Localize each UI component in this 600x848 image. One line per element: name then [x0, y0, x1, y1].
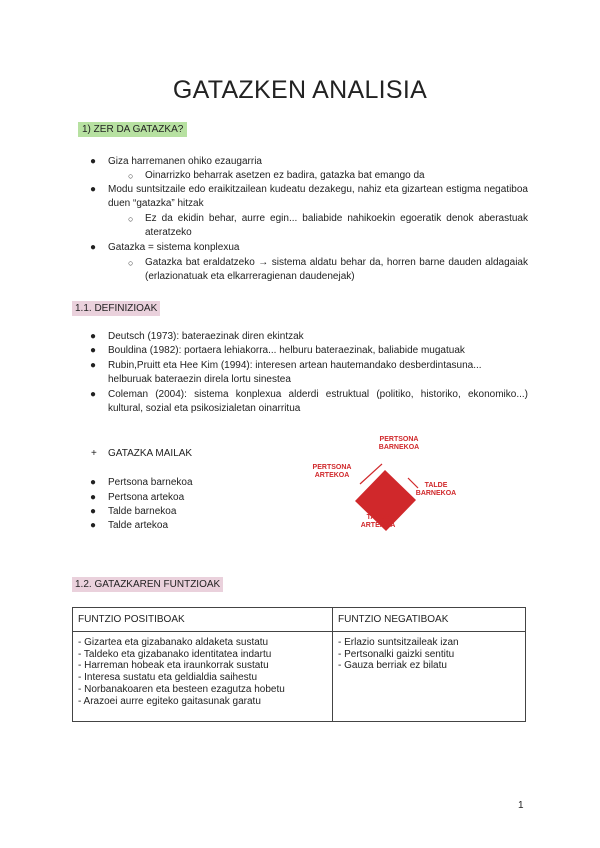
diagram-label-top: PERTSONA BARNEKOA — [378, 436, 420, 451]
sub-list-item — [128, 169, 528, 183]
bullet-icon: ● — [90, 345, 97, 356]
list-item-text: Modu suntsitzaile edo eraikitzailean kudeatu dezakegu, nahiz eta gizartean estigma negatiboa duen “gatazka” hitzak — [108, 184, 528, 209]
bullet-icon: ● — [90, 331, 97, 342]
bullet-icon: ● — [90, 156, 97, 167]
list-item-text: Deutsch (1973): bateraezinak diren ekintzak — [108, 331, 304, 342]
sub-list-item-text: Ez da ekidin behar, aurre egin... baliabide nahikoekin egoeratik denok aberastuak ateratzeko — [145, 213, 528, 238]
positive-functions-cell — [73, 632, 333, 722]
table-line: - Gizartea eta gizabanako aldaketa sustatu — [78, 637, 269, 648]
sub-list-item-text: Gatazka bat eraldatzeko → sistema aldatu behar da, horren barne dauden aldagaiak (erlazionatuak eta elkarreragienan daudenejak) — [145, 257, 528, 282]
list-item — [90, 330, 528, 344]
functions-table — [72, 607, 526, 722]
list-item — [90, 388, 528, 416]
table-header-row — [73, 608, 526, 632]
negative-functions-cell — [333, 632, 526, 722]
bullet-icon: ● — [90, 184, 97, 195]
list-item — [90, 344, 528, 358]
bullet-icon: ● — [90, 360, 97, 371]
list-item — [90, 183, 528, 211]
table-line: - Interesa sustatu eta geldialdia saihestu — [78, 672, 257, 684]
diagram-label-bottom: TALDE ARTEKOA — [360, 514, 396, 529]
document-title: GATAZKEN ANALISIA — [172, 76, 428, 104]
table-header-cell: FUNTZIO POSITIBOAK — [73, 608, 333, 632]
table-line: - Erlazio suntsitzaileak izan — [338, 637, 459, 648]
list-item-text: Talde barnekoa — [108, 506, 177, 517]
sub-list-item — [128, 256, 528, 284]
page-number: 1 — [518, 800, 524, 811]
table-line: - Taldeko eta gizabanako identitatea indartu — [78, 648, 272, 660]
diagram-label-right: TALDE BARNEKOA — [415, 482, 457, 497]
circle-bullet-icon: ○ — [128, 171, 134, 181]
list-item-text: Giza harremanen ohiko ezaugarria — [108, 156, 262, 167]
plus-icon: + — [91, 448, 97, 459]
section-heading-definizioak: 1.1. DEFINIZIOAK — [72, 301, 160, 316]
list-item — [90, 359, 528, 387]
section-heading-funtzioak: 1.2. GATAZKAREN FUNTZIOAK — [72, 577, 223, 592]
bullet-icon: ● — [90, 492, 97, 503]
circle-bullet-icon: ○ — [128, 258, 134, 268]
list-item — [90, 241, 528, 255]
bullet-icon: ● — [90, 520, 97, 531]
list-item — [90, 505, 308, 519]
table-row — [73, 632, 526, 722]
list-item-text: Coleman (2004): sistema konplexua alderdi estruktual (politiko, historiko, ekonomiko...) kultural, sozial eta psikosizialetan oinarritua — [108, 389, 528, 414]
table-line: - Gauza berriak ez bilatu — [338, 660, 447, 672]
table-line: - Pertsonalki gaizki sentitu — [338, 648, 455, 660]
sub-list-item — [128, 212, 528, 240]
list-item-text: Talde artekoa — [108, 520, 169, 531]
list-item-text: Gatazka = sistema konplexua — [108, 242, 240, 253]
list-item — [90, 491, 308, 505]
bullet-icon: ● — [90, 242, 97, 253]
list-item — [90, 155, 528, 169]
circle-bullet-icon: ○ — [128, 214, 134, 224]
list-item-text: Rubin,Pruitt eta Hee Kim (1994): interesen artean hautemandako desberdintasuna... helburuak bateraezin direla lortu sinestea — [108, 360, 482, 385]
diagram-label-left: PERTSONA ARTEKOA — [312, 464, 352, 479]
list-item-text: Pertsona artekoa — [108, 492, 185, 503]
list-item-text: Bouldina (1982): portaera lehiakorra... helburu bateraezinak, baliabide mugatuak — [108, 345, 465, 356]
mailak-heading-text: GATAZKA MAILAK — [108, 448, 193, 459]
bullet-icon: ● — [90, 506, 97, 517]
table-header-cell: FUNTZIO NEGATIBOAK — [333, 608, 526, 632]
table-line: - Arazoei aurre egiteko gaitasunak garatu — [78, 695, 261, 707]
bullet-icon: ● — [90, 389, 97, 400]
list-item — [90, 519, 308, 533]
bullet-icon: ● — [90, 477, 97, 488]
section-heading-zer-da-gatazka: 1) ZER DA GATAZKA? — [78, 122, 187, 137]
table-line: - Harreman hobeak eta iraunkorrak sustatu — [78, 660, 269, 672]
table-line: - Norbanakoaren eta besteen ezagutza hobetu — [78, 683, 285, 695]
list-item-text: Pertsona barnekoa — [108, 477, 193, 488]
sub-list-item-text: Oinarrizko beharrak asetzen ez badira, gatazka bat emango da — [145, 170, 425, 181]
list-item — [90, 476, 308, 490]
mailak-heading — [91, 447, 308, 461]
